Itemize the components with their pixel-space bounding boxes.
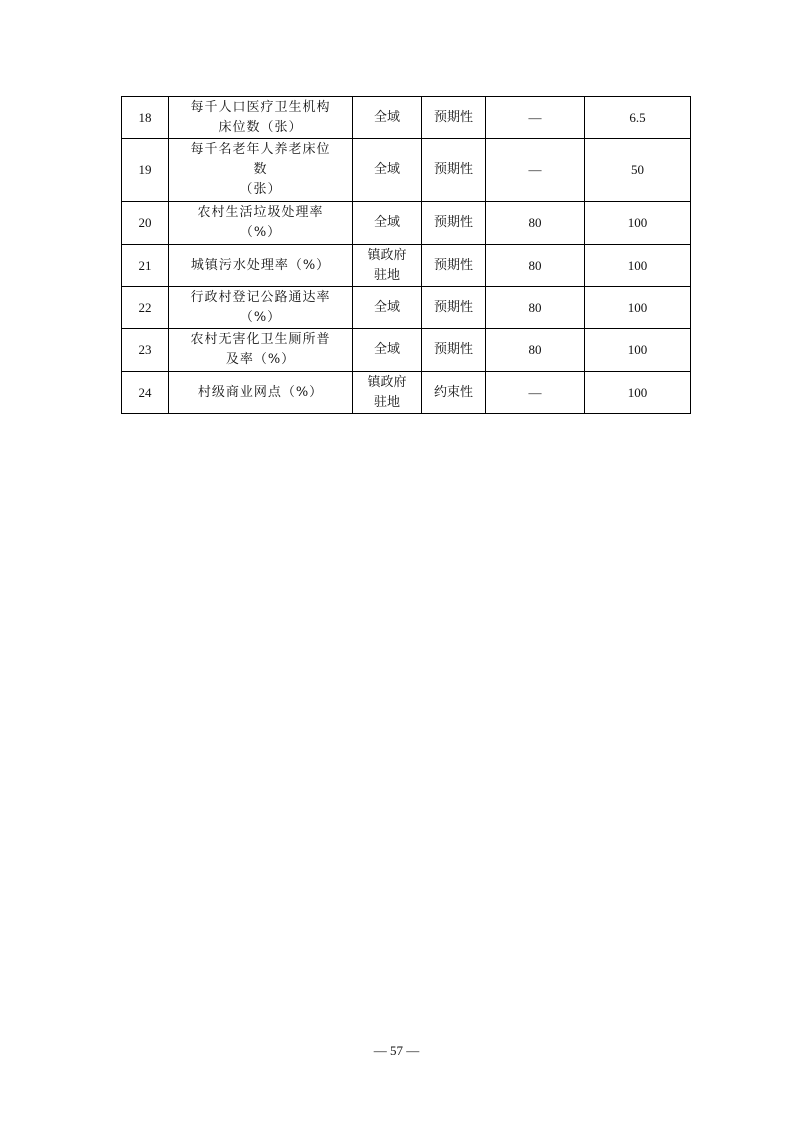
indicator-name-cell-line: （张） [239,182,282,197]
table-row [122,329,691,372]
target-value-cell: 6.5 [585,97,691,139]
indicator-name-cell [169,329,353,372]
scope-cell-line: 全域 [373,342,400,357]
indicator-name-cell-line: 农村生活垃圾处理率 [197,205,324,220]
indicator-name-cell-line: 城镇污水处理率（%） [190,257,331,273]
scope-cell [353,287,422,329]
table-row [122,139,691,202]
indicator-table [121,96,691,414]
target-value-cell: 50 [585,139,691,202]
row-number-cell: 22 [122,287,169,329]
scope-cell [353,245,422,287]
indicator-name-cell [169,139,353,202]
table-row [122,287,691,329]
scope-cell-line: 全域 [373,162,400,177]
scope-cell [353,202,422,245]
scope-cell-line: 镇政府 [367,247,407,263]
indicator-name-cell-line: 及率（%） [225,352,296,367]
row-number-cell: 23 [122,329,169,372]
scope-cell-line: 全域 [373,109,400,125]
indicator-name-cell [169,202,353,245]
attribute-cell: 预期性 [422,202,486,245]
scope-cell [353,97,422,139]
indicator-name-cell [169,287,353,329]
scope-cell [353,139,422,202]
scope-cell-line: 镇政府 [367,374,407,390]
indicator-name-cell-line: 每千名老年人养老床位 [190,142,331,157]
row-number-cell: 24 [122,372,169,414]
indicator-name-cell [169,97,353,139]
attribute-cell: 预期性 [422,139,486,202]
indicator-name-cell-line: （%） [239,309,282,325]
baseline-value-cell: 80 [486,245,585,287]
indicator-name-cell-line: 农村无害化卫生厕所普 [190,332,331,347]
scope-cell-line: 全域 [373,299,400,315]
attribute-cell: 预期性 [422,287,486,329]
target-value-cell: 100 [585,287,691,329]
scope-cell [353,372,422,414]
indicator-name-cell-line: 床位数（张） [218,119,303,135]
attribute-cell: 预期性 [422,97,486,139]
scope-cell-line: 全域 [373,215,400,230]
indicator-name-cell [169,372,353,414]
indicator-name-cell-line: （%） [239,225,282,240]
table-row [122,245,691,287]
baseline-value-cell: — [486,97,585,139]
row-number-cell: 18 [122,97,169,139]
attribute-cell: 约束性 [422,372,486,414]
scope-cell-line: 驻地 [373,267,400,283]
attribute-cell: 预期性 [422,329,486,372]
baseline-value-cell: — [486,372,585,414]
baseline-value-cell: 80 [486,287,585,329]
indicator-name-cell-line: 行政村登记公路通达率 [190,289,331,305]
attribute-cell: 预期性 [422,245,486,287]
baseline-value-cell: — [486,139,585,202]
indicator-table-body [122,97,691,414]
page-number: — 57 — [373,1043,420,1058]
table-row [122,202,691,245]
row-number-cell: 19 [122,139,169,202]
baseline-value-cell: 80 [486,329,585,372]
row-number-cell: 21 [122,245,169,287]
target-value-cell: 100 [585,245,691,287]
indicator-name-cell-line: 每千人口医疗卫生机构 [190,99,331,115]
target-value-cell: 100 [585,202,691,245]
baseline-value-cell: 80 [486,202,585,245]
target-value-cell: 100 [585,329,691,372]
table-row [122,97,691,139]
scope-cell [353,329,422,372]
scope-cell-line: 驻地 [373,394,400,410]
table-row [122,372,691,414]
row-number-cell: 20 [122,202,169,245]
indicator-name-cell-line: 村级商业网点（%） [197,384,324,400]
indicator-name-cell-line: 数 [253,162,268,177]
indicator-name-cell [169,245,353,287]
target-value-cell: 100 [585,372,691,414]
